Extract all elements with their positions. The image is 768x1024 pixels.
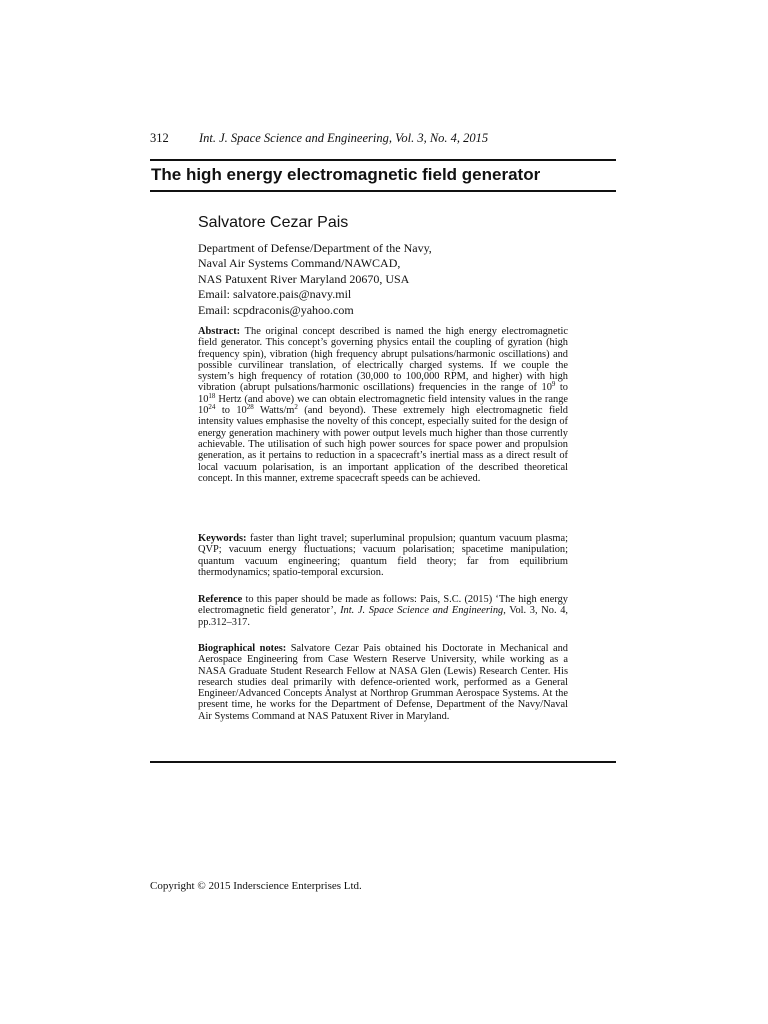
reference-journal: Int. J. Space Science and Engineering [340,605,504,617]
abstract-text: (and beyond). These extremely high electromagnetic field intensity values emphasise the novelty of this concept, especially suited for the design of energy generation machinery with power output levels much higher than those currently achievable. The utilisation of such high power sources for space power and propulsion generation, as it pertains to reduction in a spacecraft’s inertial mass as a direct result of local vacuum polarisation, is an important application of the described theoretical concept. In this manner, extreme spacecraft speeds can be achieved. [198,405,568,484]
title-top-rule [150,159,616,161]
journal-citation: Int. J. Space Science and Engineering, Vol. 3, No. 4, 2015 [199,131,489,145]
abstract-text: to 10 [215,405,247,417]
title-bottom-rule [150,190,616,192]
abstract-text: The original concept described is named the high energy electromagnetic field generator. This concept’s governing physics entail the coupling of gyration (high frequency spin), vibration (high frequency abrupt pulsations/harmonic oscillations) and possible curvilinear translation, of electrically charged systems. If we couple the system’s high frequency of rotation (30,000 to 100,000 RPM, and higher) with high vibration (abrupt pulsations/harmonic oscillations) frequencies in the range of 10 [198,326,568,394]
biographical-notes [198,643,568,722]
page-number: 312 [150,131,169,145]
exponent: 18 [208,391,216,400]
exponent: 28 [246,403,254,412]
keywords-text: faster than light travel; superluminal propulsion; quantum vacuum plasma; QVP; vacuum energy fluctuations; vacuum polarisation; spacetime manipulation; quantum vacuum engineering; quantum field theory; far from equilibrium thermodynamics; spatio-temporal excursion. [198,533,568,578]
exponent: 9 [551,380,556,389]
affiliation-line: NAS Patuxent River Maryland 20670, USA [198,271,410,286]
keywords-label: Keywords: [198,533,247,544]
reference [198,594,568,628]
copyright-notice: Copyright © 2015 Inderscience Enterprises Ltd. [150,880,362,892]
reference-label: Reference [198,594,243,605]
email-line: Email: salvatore.pais@navy.mil [198,287,352,302]
bio-text: Salvatore Cezar Pais obtained his Doctorate in Mechanical and Aerospace Engineering from Case Western Reserve University, while working as a NASA Graduate Student Research Fellow at NASA Glen (Lewis) Research Center. His research studies deal primarily with defence-oriented work, performed as a General Engineer/Advanced Concepts Analyst at Northrop Grumman Aerospace Systems. At the present time, he works for the Department of Defense, Department of the Navy/Naval Air Systems Command at NAS Patuxent River in Maryland. [198,643,568,722]
email-line: Email: scpdraconis@yahoo.com [198,302,354,317]
reference-text: , Vol. 3, No. 4, pp.312–317. [198,605,569,628]
bio-label: Biographical notes: [198,643,287,654]
abstract-text: to 10 [198,382,568,405]
reference-text: to this paper should be made as follows: Pais, S.C. (2015) ‘The high energy electromagnetic field generator’, [198,594,568,617]
abstract-text: Watts/m [253,405,295,417]
exponent: 2 [294,403,298,412]
author-affiliation [198,241,432,318]
abstract-text: Hertz (and above) we can obtain electromagnetic field intensity values in the range 10 [198,393,568,417]
author-name: Salvatore Cezar Pais [198,214,349,231]
exponent: 24 [208,403,216,412]
affiliation-line: Naval Air Systems Command/NAWCAD, [198,256,401,271]
abstract-label: Abstract: [198,326,241,337]
paper-title: The high energy electromagnetic field generator [151,165,541,184]
abstract [198,326,568,484]
keywords [198,533,568,578]
abstract-bottom-rule [150,761,616,763]
affiliation-line: Department of Defense/Department of the Navy, [198,241,432,255]
